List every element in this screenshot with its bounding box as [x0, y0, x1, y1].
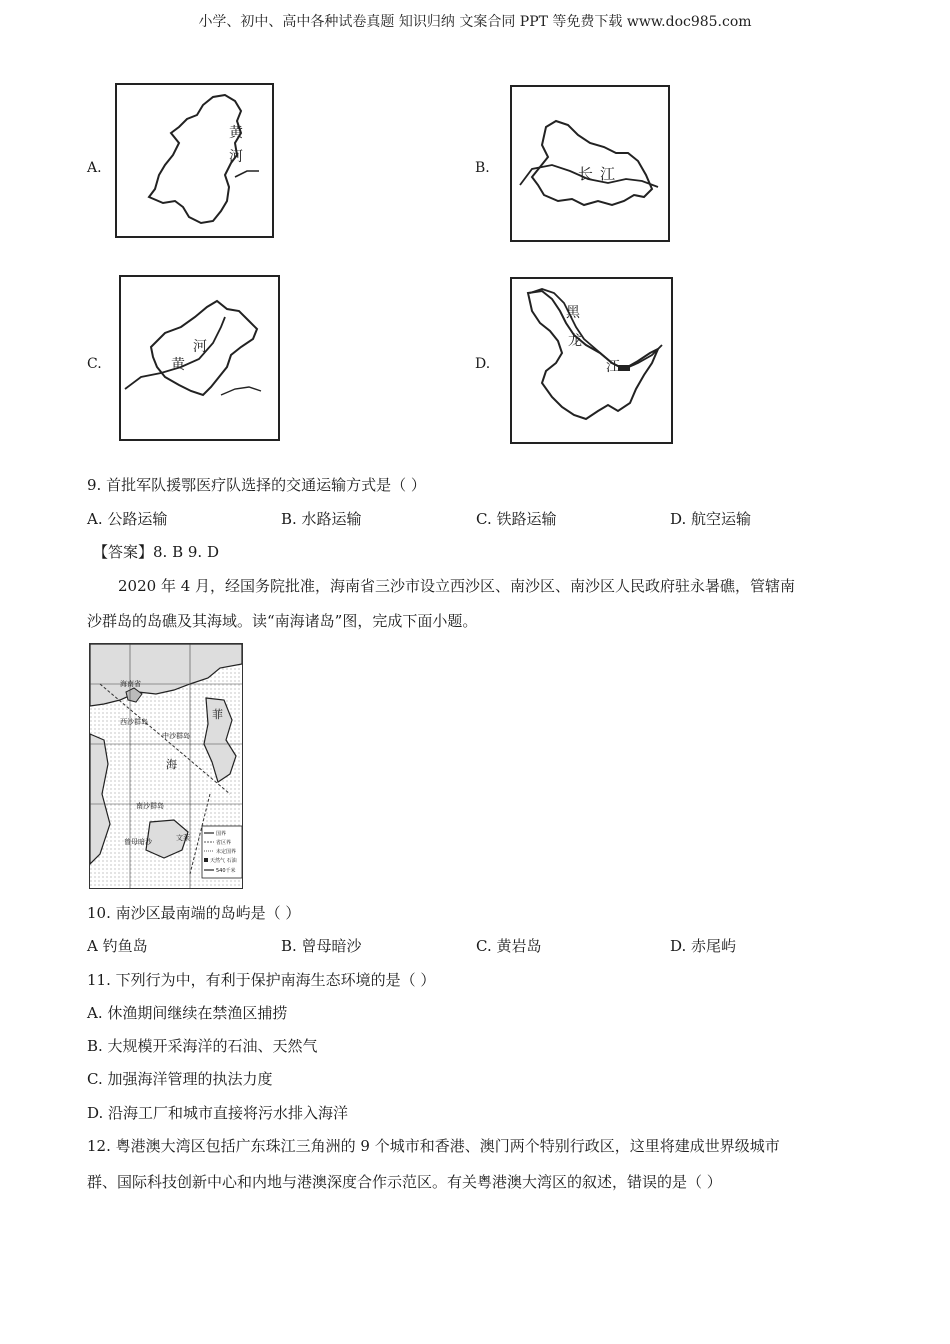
label-sea: 海 [166, 758, 177, 771]
q12-line-1: 12. 粤港澳大湾区包括广东珠江三角洲的 9 个城市和香港、澳门两个特别行政区，这里将建成世界级城市 [87, 1137, 780, 1155]
q9-option-b: B. 水路运输 [281, 510, 362, 528]
map-b-label: B. [475, 160, 490, 176]
q12-line-2: 群、国际科技创新中心和内地与港澳深度合作示范区。有关粤港澳大湾区的叙述，错误的是（ ） [87, 1173, 722, 1191]
q9-option-c: C. 铁路运输 [476, 510, 557, 528]
map-a-shaanxi [115, 83, 274, 238]
q9-option-d: D. 航空运输 [670, 510, 752, 528]
q10-option-a: A 钓鱼岛 [87, 937, 148, 955]
q9-option-a: A. 公路运输 [87, 510, 168, 528]
q11-option-b: B. 大规模开采海洋的石油、天然气 [87, 1037, 318, 1055]
map-b-char-1: 长 [578, 165, 594, 183]
map-d-outline [512, 279, 671, 442]
label-zhongsha: 中沙群岛 [162, 732, 190, 740]
map-a-label: A. [87, 160, 102, 176]
q11-option-c: C. 加强海洋管理的执法力度 [87, 1070, 273, 1088]
map-a-outline [117, 85, 272, 236]
south-china-sea-map [89, 643, 243, 889]
q10-stem: 10. 南沙区最南端的岛屿是（ ） [87, 904, 301, 922]
map-b-char-2: 江 [600, 165, 616, 183]
map-a-char-2: 河 [229, 149, 243, 165]
q10-option-d: D. 赤尾屿 [670, 937, 737, 955]
q10-option-b: B. 曾母暗沙 [281, 937, 362, 955]
q9-stem: 9. 首批军队援鄂医疗队选择的交通运输方式是（ ） [87, 476, 426, 494]
q10-option-c: C. 黄岩岛 [476, 937, 542, 955]
label-brunei: 文莱 [176, 834, 190, 842]
passage-line-2: 沙群岛的岛礁及其海域。读“南海诸岛”图，完成下面小题。 [87, 612, 478, 630]
map-b-hubei [510, 85, 670, 242]
map-d-char-1: 黑 [566, 305, 580, 321]
map-d-heilongjiang [510, 277, 673, 444]
label-zengmu: 曾母暗沙 [124, 838, 152, 846]
map-c-char-2: 黄 [171, 357, 185, 373]
south-sea-map-figure [90, 644, 242, 888]
q11-option-a: A. 休渔期间继续在禁渔区捕捞 [87, 1004, 288, 1022]
passage-line-1: 2020 年 4 月，经国务院批准，海南省三沙市设立西沙区、南沙区、南沙区人民政府驻永暑礁，管辖南 [118, 577, 796, 595]
legend-oil-gas: 天然气 石油 [210, 858, 237, 864]
map-c-label: C. [87, 356, 102, 372]
q11-stem: 11. 下列行为中，有利于保护南海生态环境的是（ ） [87, 971, 436, 989]
label-nansha: 南沙群岛 [136, 802, 164, 810]
map-c-shandong [119, 275, 280, 441]
map-d-char-2: 龙 [568, 333, 582, 349]
map-c-char-1: 河 [193, 339, 207, 355]
legend-border: 国界 [216, 831, 227, 837]
legend-province: 省区界 [216, 840, 232, 846]
map-c-outline [121, 277, 278, 439]
label-hainan: 海南省 [120, 680, 141, 688]
label-xisha: 西沙群岛 [120, 718, 148, 726]
legend-scale: 540千米 [216, 868, 236, 874]
legend-undetermined: 未定国界 [216, 849, 237, 855]
answer-line: 【答案】8. B 9. D [93, 543, 219, 561]
map-d-char-3: 江 [606, 359, 620, 375]
page-header: 小学、初中、高中各种试卷真题 知识归纳 文案合同 PPT 等免费下载 www.doc985.com [198, 14, 752, 30]
map-d-label: D. [475, 356, 491, 372]
map-b-outline [512, 87, 668, 240]
map-a-char-1: 黄 [229, 125, 243, 141]
label-philippines: 菲 [212, 708, 223, 721]
q11-option-d: D. 沿海工厂和城市直接将污水排入海洋 [87, 1104, 349, 1122]
